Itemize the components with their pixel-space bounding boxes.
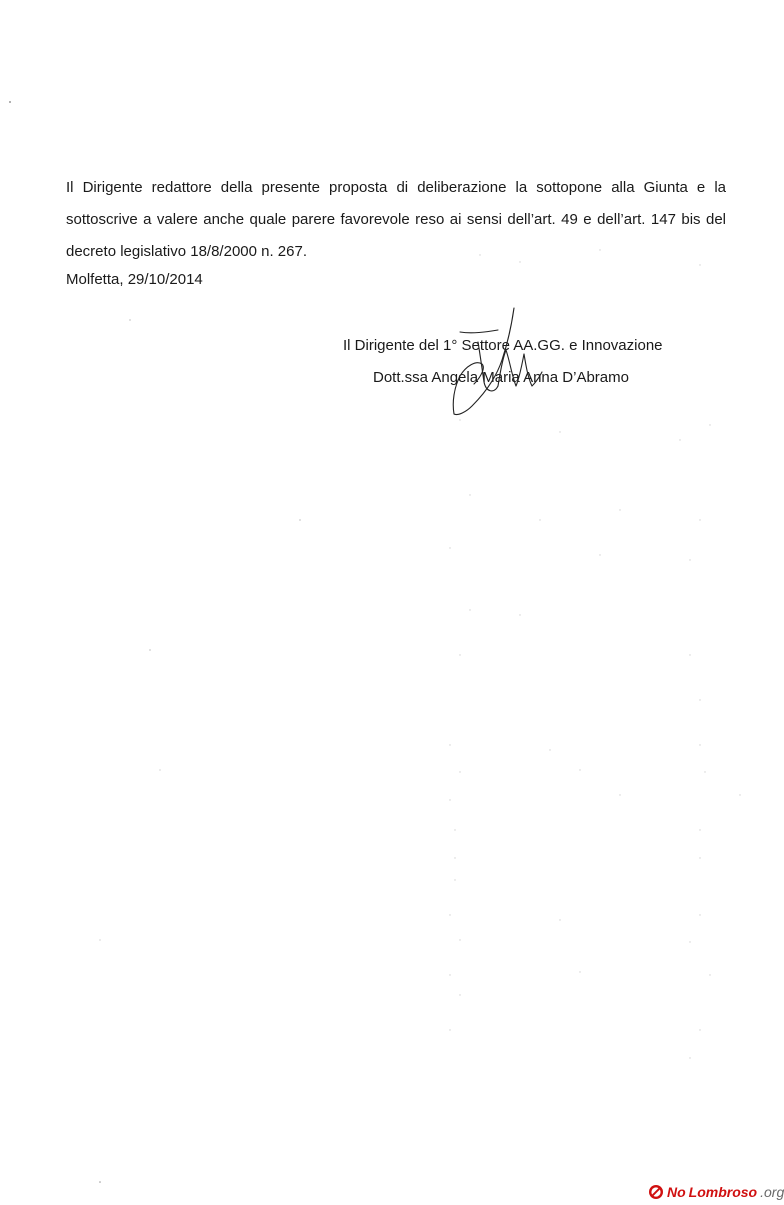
watermark-text-lombroso: Lombroso: [688, 1184, 758, 1200]
handwritten-signature: [436, 302, 556, 422]
signatory-role: Il Dirigente del 1° Settore AA.GG. e Innovazione: [343, 337, 663, 354]
body-paragraph: Il Dirigente redattore della presente proposta di deliberazione la sottopone alla Giunta e la sottoscrive a valere anche quale parere favorevole reso ai sensi dell’art. 49 e dell’art. 147 bis del decreto legislativo 18/8/2000 n. 267.: [66, 179, 726, 260]
nolombroso-watermark: [648, 1181, 784, 1203]
no-entry-icon: [648, 1184, 664, 1200]
watermark-text-org: .org: [760, 1184, 784, 1200]
body-paragraph-block: [66, 172, 726, 268]
watermark-text-no: No: [667, 1184, 686, 1200]
signatory-name: Dott.ssa Angela Maria Anna D’Abramo: [373, 369, 629, 386]
place-date: Molfetta, 29/10/2014: [66, 271, 203, 288]
